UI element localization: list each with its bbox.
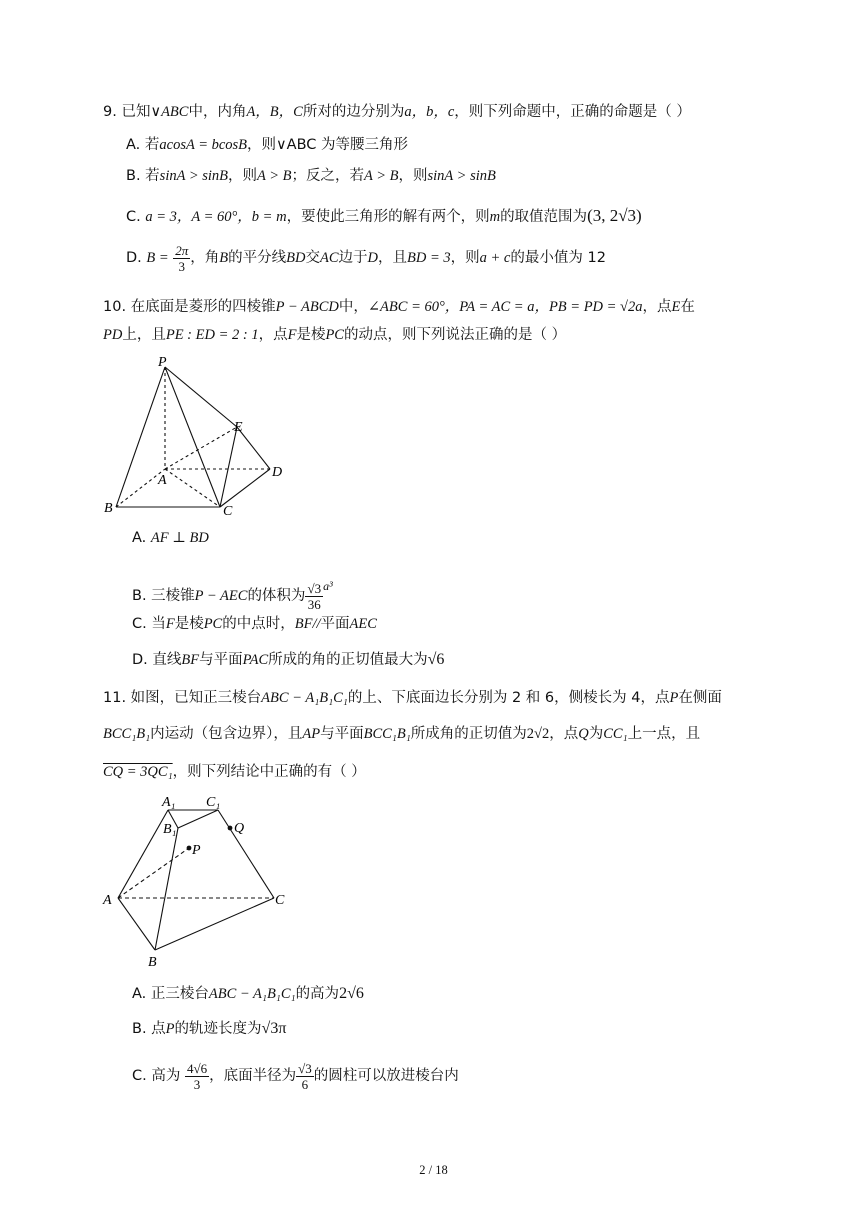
fig11-label-c1: C₁: [206, 795, 221, 810]
page-number: 2 / 18: [419, 1163, 448, 1177]
q10-option-a: A. AF ⊥ BD: [132, 530, 209, 546]
fig11-label-a: A: [103, 893, 112, 908]
q10-option-c: C. 当F是棱PC的中点时，BF//平面AEC: [132, 616, 377, 632]
pyramid-figure: [100, 352, 300, 522]
q11-stem-line2: BCC₁B₁内运动（包含边界），且AP与平面BCC₁B₁所成角的正切值为2√2，点Q为CC₁上一点，且: [103, 726, 701, 742]
fig11-label-b: B: [148, 955, 157, 970]
fig11-label-q: Q: [234, 821, 245, 836]
q11-option-a: A. 正三棱台ABC − A₁B₁C₁的高为2√6: [132, 985, 364, 1002]
q9-option-b: B. 若sinA > sinB，则A > B；反之，若A > B，则sinA > sinB: [126, 168, 496, 184]
fig10-label-c: C: [223, 504, 233, 519]
q11-option-c: C. 高为 $\frac{4√6}{3}$ ，底面半径为 $\frac{√3}{6}$ 的圆柱可以放进棱台内: [132, 1060, 459, 1092]
fig10-label-d: D: [272, 465, 283, 480]
q10-stem-line2: PD上，且PE : ED = 2 : 1，点F是棱PC的动点，则下列说法正确的是（ ）: [103, 327, 567, 343]
q10-option-d: D. 直线BF与平面PAC所成的角的正切值最大为√6: [132, 651, 445, 668]
q10-option-b: B. 三棱锥P − AEC的体积为 $\frac{√3}{36}$ $^{a^3}$: [132, 579, 333, 612]
frustum-figure: [100, 790, 300, 970]
q11-stem-line1: 11. 如图，已知正三棱台ABC − A₁B₁C₁的上、下底面边长分别为 2 和 6，侧棱长为 4，点P在侧面: [103, 690, 722, 706]
fig11-label-c: C: [275, 893, 285, 908]
q9-stem: 9. 已知∨ABC中，内角A，B，C所对的边分别为a，b，c，则下列命题中，正确的命题是（ ）: [103, 104, 691, 120]
fig10-label-p: P: [158, 355, 167, 370]
q9-option-a: A. 若acosA = bcosB，则∨ABC 为等腰三角形: [126, 137, 409, 153]
q9-option-d: D. B = $\frac{2\pi}{3}$ ，角B的平分线BD交AC边于D，且BD = 3，则a + c的最小值为 12: [126, 242, 606, 274]
fig10-label-a: A: [158, 473, 167, 488]
fig10-label-b: B: [104, 501, 113, 516]
fig11-label-a1: A₁: [162, 795, 176, 810]
q11-stem-line3: CQ = 3QC₁，则下列结论中正确的有（ ）: [103, 764, 366, 780]
q10-stem-line1: 10. 在底面是菱形的四棱锥P − ABCD中，∠ABC = 60°，PA = AC = a，PB = PD = √2a，点E在: [103, 299, 695, 315]
q9-option-c: C. a = 3，A = 60°，b = m，要使此三角形的解有两个，则m的取值范围为(3, 2√3): [126, 206, 642, 225]
fig11-label-p: P: [192, 843, 201, 858]
q11-option-b: B. 点P的轨迹长度为√3π: [132, 1020, 287, 1037]
fig10-label-e: E: [234, 420, 243, 435]
fig11-label-b1: B₁: [163, 822, 177, 837]
